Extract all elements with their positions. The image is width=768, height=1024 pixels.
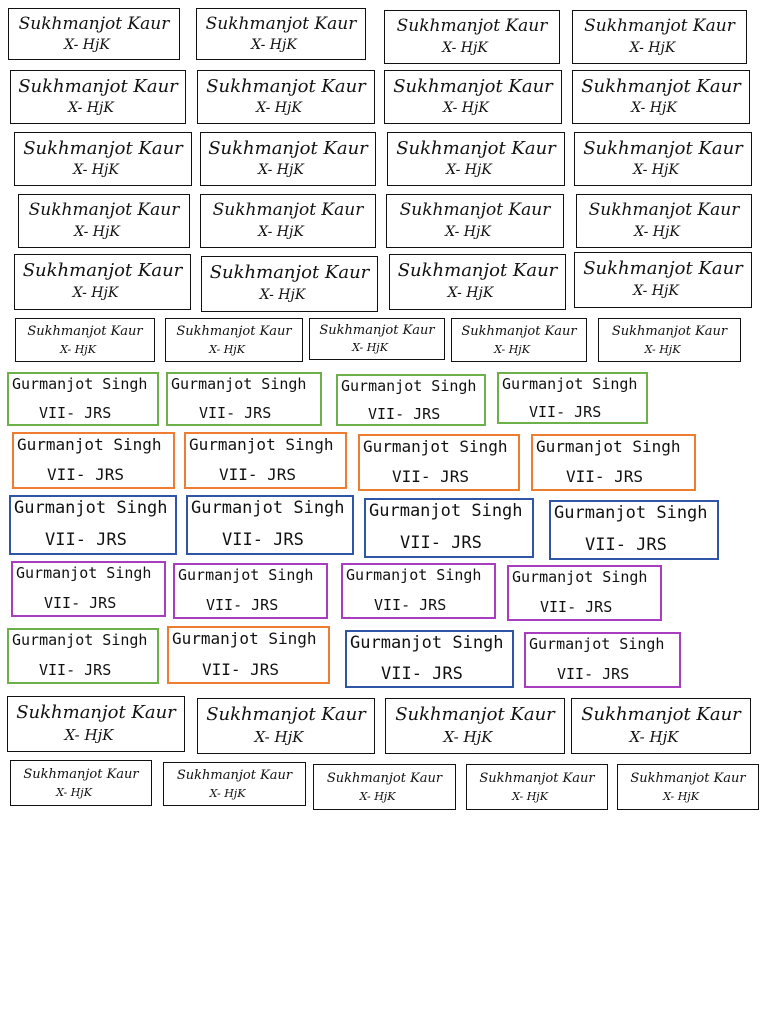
label-name: Gurmanjot Singh [189, 435, 334, 454]
label-class: X- HjK [634, 224, 680, 240]
sukhmanjot-label [386, 194, 564, 248]
sukhmanjot-label [384, 70, 562, 124]
sukhmanjot-label [8, 8, 180, 60]
sukhmanjot-label [201, 256, 378, 312]
sukhmanjot-label [574, 252, 752, 308]
label-class: X- HjK [631, 100, 677, 116]
sukhmanjot-label [163, 762, 306, 806]
sukhmanjot-label [18, 194, 190, 248]
label-name: Gurmanjot Singh [17, 435, 162, 454]
label-class: X- HjK [259, 287, 306, 303]
label-name: Sukhmanjot Kaur [479, 771, 595, 786]
label-class: VII- JRS [39, 404, 112, 422]
label-name: Gurmanjot Singh [171, 375, 307, 393]
label-class: X- HjK [73, 162, 119, 178]
label-class: X- HjK [352, 341, 388, 354]
label-name: Sukhmanjot Kaur [28, 200, 180, 220]
label-class: X- HjK [447, 285, 494, 301]
label-name: Sukhmanjot Kaur [630, 771, 746, 786]
label-name: Sukhmanjot Kaur [583, 138, 743, 159]
label-class: X- HjK [60, 343, 96, 356]
label-class: X- HjK [443, 728, 493, 746]
label-class: VII- JRS [557, 665, 630, 683]
gurmanjot-label [9, 495, 177, 555]
sukhmanjot-label [389, 254, 566, 310]
sukhmanjot-label [196, 8, 366, 60]
sukhmanjot-label [451, 318, 587, 362]
label-class: X- HjK [446, 162, 492, 178]
label-class: VII- JRS [199, 404, 272, 422]
label-name: Gurmanjot Singh [178, 566, 314, 584]
sukhmanjot-label [165, 318, 303, 362]
sukhmanjot-label [466, 764, 608, 810]
label-name: Sukhmanjot Kaur [461, 324, 577, 339]
label-class: X- HjK [629, 728, 679, 746]
label-name: Gurmanjot Singh [191, 498, 345, 518]
label-class: X- HjK [56, 786, 92, 799]
sukhmanjot-label [197, 698, 375, 754]
sukhmanjot-label [574, 132, 752, 186]
gurmanjot-label [7, 372, 159, 426]
label-name: Sukhmanjot Kaur [396, 138, 556, 159]
label-class: X- HjK [633, 162, 679, 178]
label-class: VII- JRS [44, 594, 117, 612]
label-name: Sukhmanjot Kaur [396, 16, 548, 36]
label-class: VII- JRS [374, 596, 447, 614]
sukhmanjot-label [197, 70, 375, 124]
label-class: X- HjK [359, 790, 396, 803]
label-class: X- HjK [209, 787, 246, 800]
label-class: X- HjK [663, 790, 699, 803]
label-name: Sukhmanjot Kaur [581, 704, 741, 725]
label-name: Sukhmanjot Kaur [326, 771, 443, 786]
gurmanjot-label [549, 500, 719, 560]
sukhmanjot-label [572, 70, 750, 124]
label-class: X- HjK [68, 100, 114, 116]
label-class: VII- JRS [392, 467, 470, 486]
sukhmanjot-label [14, 132, 192, 186]
gurmanjot-label [11, 561, 166, 617]
label-name: Gurmanjot Singh [502, 375, 638, 393]
sukhmanjot-label [7, 696, 185, 752]
gurmanjot-label [166, 372, 322, 426]
label-name: Sukhmanjot Kaur [206, 76, 366, 97]
label-class: X- HjK [629, 40, 676, 56]
label-name: Sukhmanjot Kaur [205, 14, 357, 34]
label-name: Sukhmanjot Kaur [611, 324, 728, 339]
label-name: Gurmanjot Singh [341, 377, 477, 395]
label-name: Sukhmanjot Kaur [27, 324, 143, 339]
sukhmanjot-label [313, 764, 456, 810]
label-name: Sukhmanjot Kaur [212, 200, 364, 220]
label-name: Sukhmanjot Kaur [208, 138, 368, 159]
gurmanjot-label [524, 632, 681, 688]
gurmanjot-label [497, 372, 648, 424]
label-class: VII- JRS [39, 661, 112, 679]
label-name: Sukhmanjot Kaur [18, 14, 170, 34]
label-class: VII- JRS [202, 660, 280, 679]
label-class: X- HjK [494, 343, 530, 356]
label-name: Gurmanjot Singh [512, 568, 648, 586]
label-class: VII- JRS [206, 596, 279, 614]
label-name: Gurmanjot Singh [346, 566, 482, 584]
label-name: Sukhmanjot Kaur [584, 16, 735, 36]
label-name: Sukhmanjot Kaur [395, 704, 555, 725]
sukhmanjot-label [384, 10, 560, 64]
label-name: Sukhmanjot Kaur [23, 767, 139, 782]
sukhmanjot-label [10, 70, 186, 124]
gurmanjot-label [167, 626, 330, 684]
label-class: X- HjK [443, 100, 489, 116]
sukhmanjot-label [14, 254, 191, 310]
label-name: Sukhmanjot Kaur [22, 260, 183, 281]
label-name: Gurmanjot Singh [14, 498, 168, 518]
label-name: Gurmanjot Singh [554, 503, 708, 523]
label-class: VII- JRS [47, 465, 125, 484]
label-name: Sukhmanjot Kaur [397, 260, 558, 281]
label-class: VII- JRS [219, 465, 297, 484]
sukhmanjot-label [385, 698, 565, 754]
sukhmanjot-label [200, 194, 376, 248]
label-class: X- HjK [64, 37, 110, 53]
label-name: Sukhmanjot Kaur [206, 704, 366, 725]
label-name: Sukhmanjot Kaur [581, 76, 741, 97]
label-class: X- HjK [256, 100, 302, 116]
label-class: VII- JRS [368, 405, 441, 423]
label-class: X- HjK [644, 343, 681, 356]
sukhmanjot-label [387, 132, 565, 186]
label-name: Gurmanjot Singh [16, 564, 152, 582]
label-class: X- HjK [445, 224, 491, 240]
label-name: Gurmanjot Singh [172, 629, 317, 648]
sukhmanjot-label [571, 698, 751, 754]
label-class: X- HjK [209, 343, 245, 356]
label-class: X- HjK [258, 224, 304, 240]
label-class: VII- JRS [529, 403, 602, 421]
label-class: X- HjK [258, 162, 304, 178]
sukhmanjot-label [617, 764, 759, 810]
label-name: Sukhmanjot Kaur [176, 324, 292, 339]
label-name: Sukhmanjot Kaur [399, 200, 551, 220]
sukhmanjot-label [576, 194, 752, 248]
gurmanjot-label [186, 495, 354, 555]
gurmanjot-label [358, 434, 520, 491]
label-class: X- HjK [72, 285, 119, 301]
gurmanjot-label [336, 374, 486, 426]
label-name: Gurmanjot Singh [350, 633, 504, 653]
label-class: VII- JRS [400, 533, 482, 553]
label-name: Sukhmanjot Kaur [209, 262, 370, 283]
label-class: X- HjK [254, 728, 304, 746]
label-name: Gurmanjot Singh [536, 437, 681, 456]
label-name: Sukhmanjot Kaur [18, 76, 178, 97]
label-name: Sukhmanjot Kaur [16, 702, 176, 723]
gurmanjot-label [507, 565, 662, 621]
label-class: VII- JRS [381, 664, 463, 684]
sukhmanjot-label [15, 318, 155, 362]
sukhmanjot-label [572, 10, 747, 64]
label-class: VII- JRS [585, 535, 667, 555]
label-class: VII- JRS [566, 467, 644, 486]
gurmanjot-label [184, 432, 347, 489]
label-class: VII- JRS [222, 530, 304, 550]
gurmanjot-label [345, 630, 514, 688]
label-class: X- HjK [442, 40, 488, 56]
label-name: Gurmanjot Singh [363, 437, 508, 456]
sukhmanjot-label [200, 132, 376, 186]
label-class: X- HjK [64, 726, 114, 744]
label-class: X- HjK [74, 224, 120, 240]
label-name: Sukhmanjot Kaur [588, 200, 740, 220]
label-name: Gurmanjot Singh [12, 375, 148, 393]
gurmanjot-label [12, 432, 175, 489]
sukhmanjot-label [309, 318, 445, 360]
label-name: Sukhmanjot Kaur [319, 323, 435, 338]
label-name: Sukhmanjot Kaur [583, 258, 743, 279]
sukhmanjot-label [598, 318, 741, 362]
gurmanjot-label [341, 563, 496, 619]
label-class: VII- JRS [45, 530, 127, 550]
label-class: VII- JRS [540, 598, 613, 616]
label-name: Sukhmanjot Kaur [393, 76, 553, 97]
sukhmanjot-label [10, 760, 152, 806]
gurmanjot-label [7, 628, 159, 684]
label-name: Gurmanjot Singh [529, 635, 665, 653]
gurmanjot-label [364, 498, 534, 558]
label-name: Gurmanjot Singh [369, 501, 523, 521]
label-name: Sukhmanjot Kaur [176, 768, 293, 783]
gurmanjot-label [173, 563, 328, 619]
label-name: Sukhmanjot Kaur [23, 138, 183, 159]
label-class: X- HjK [251, 37, 297, 53]
label-class: X- HjK [633, 283, 679, 299]
gurmanjot-label [531, 434, 696, 491]
label-class: X- HjK [512, 790, 548, 803]
label-name: Gurmanjot Singh [12, 631, 148, 649]
